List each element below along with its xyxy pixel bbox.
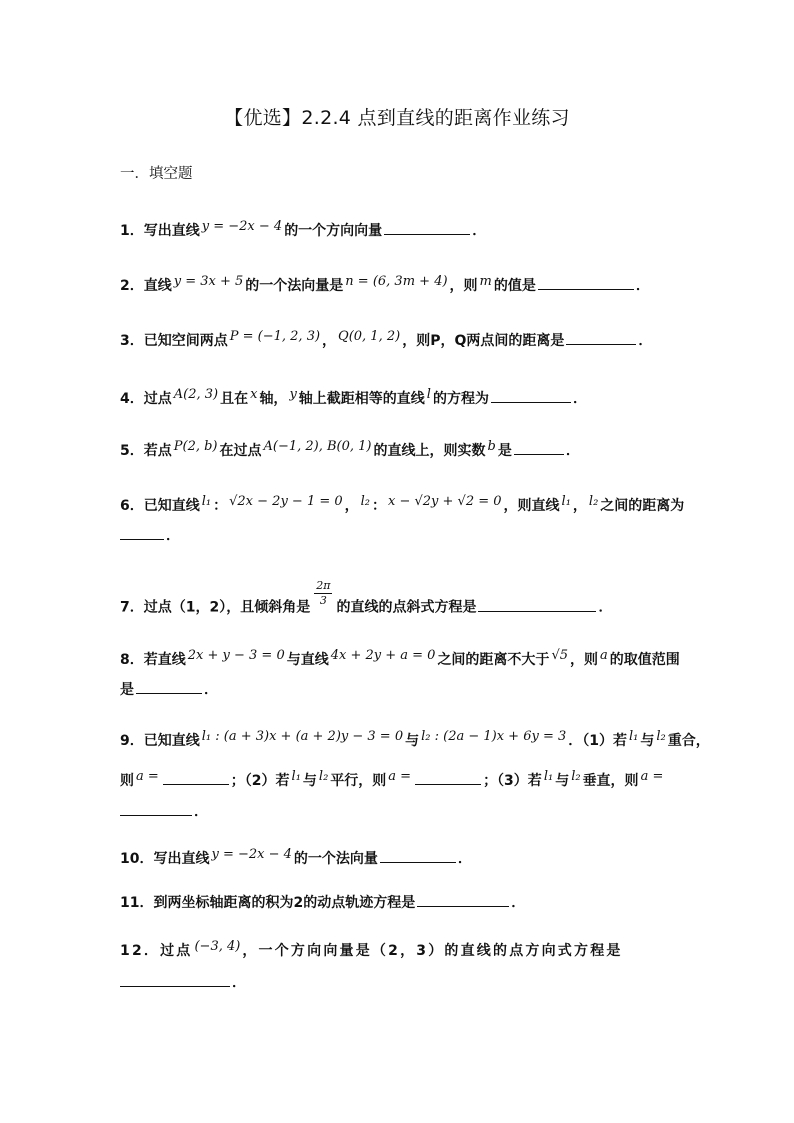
math-expression: P = (−1, 2, 3)	[229, 329, 321, 344]
question-5: 5．若点 P(2, b) 在过点 A(−1, 2), B(0, 1) 的直线上，则实数 b 是 ．	[120, 439, 580, 459]
math-expression: P(2, b)	[173, 439, 218, 454]
question-9: 9．已知直线 l₁ : (a + 3)x + (a + 2)y − 3 = 0 与 l₂ : (2a − 1)x + 6y = 3 ．（1）若 l₁ 与 l₂ 重合，	[120, 729, 710, 749]
question-4: 4．过点 A(2, 3) 且在 x 轴， y 轴上截距相等的直线 l 的方程为 ．	[120, 387, 587, 407]
math-expression: l₁	[629, 729, 639, 744]
math-expression: √2x − 2y − 1 = 0	[229, 494, 343, 509]
math-expression: y	[289, 387, 297, 402]
answer-blank[interactable]	[384, 220, 470, 235]
answer-blank[interactable]	[380, 848, 456, 863]
question-12-continued: ．	[120, 972, 682, 993]
answer-blank[interactable]	[163, 770, 229, 785]
math-expression: l₂	[588, 494, 599, 509]
question-2: 2．直线 y = 3x + 5 的一个法向量是 n = (6, 3m + 4) ，则 m 的值是 ．	[120, 274, 650, 294]
math-expression: a	[600, 648, 608, 663]
math-expression: l₁ : (a + 3)x + (a + 2)y − 3 = 0	[201, 729, 404, 744]
math-expression: Q(0, 1, 2)	[338, 329, 401, 344]
math-expression: 2x + y − 3 = 0	[187, 648, 285, 663]
math-expression: 4x + 2y + a = 0	[330, 648, 436, 663]
math-expression: l₂	[318, 769, 329, 784]
math-expression: l₂	[360, 494, 371, 509]
math-expression: l₁	[291, 769, 301, 784]
math-expression: x	[250, 387, 258, 402]
math-expression: √5	[551, 648, 568, 663]
answer-blank[interactable]	[566, 330, 636, 345]
question-12: 12．过点 (−3, 4) ，一个方向向量是（2，3）的直线的点方向式方程是	[120, 939, 623, 959]
question-9-line-2: 则 a = ；（2）若 l₁ 与 l₂ 平行，则 a = ；（3）若 l₁ 与 l₂ 垂直，则 a =	[120, 769, 664, 789]
math-expression: n = (6, 3m + 4)	[345, 274, 448, 289]
math-expression: A(2, 3)	[173, 387, 219, 402]
question-11: 11．到两坐标轴距离的积为2的动点轨迹方程是 ．	[120, 892, 682, 913]
math-expression: l₁	[561, 494, 571, 509]
math-expression: x − √2y + √2 = 0	[388, 494, 502, 509]
math-expression: a =	[388, 769, 412, 784]
math-expression: a =	[136, 769, 159, 784]
math-expression: (−3, 4)	[194, 939, 241, 954]
answer-blank[interactable]	[478, 597, 596, 612]
math-expression: A(−1, 2), B(0, 1)	[263, 439, 372, 454]
math-expression: m	[479, 274, 492, 289]
answer-blank[interactable]	[120, 972, 230, 987]
math-expression: b	[487, 439, 496, 454]
math-expression: l₂	[656, 729, 666, 744]
answer-blank[interactable]	[415, 770, 481, 785]
answer-blank[interactable]	[514, 440, 564, 455]
math-expression: a =	[640, 769, 664, 784]
question-10: 10．写出直线 y = −2x − 4 的一个法向量 ．	[120, 847, 472, 867]
math-expression: l₁	[543, 769, 554, 784]
page-title: 【优选】2.2.4 点到直线的距离作业练习	[224, 107, 570, 129]
question-9-line-3: ．	[120, 801, 682, 822]
math-expression: l₁	[201, 494, 212, 509]
answer-blank[interactable]	[120, 525, 164, 540]
math-expression: y = 3x + 5	[173, 274, 244, 289]
question-1: 1．写出直线 y = −2x − 4 的一个方向向量 ．	[120, 219, 487, 239]
fraction: $\frac{2\pi}{3}$	[316, 579, 331, 607]
question-3: 3．已知空间两点 P = (−1, 2, 3) ， Q(0, 1, 2) ，则P，Q两点间的距离是 ．	[120, 329, 653, 349]
question-6-continued: ．	[120, 525, 682, 546]
math-expression: l	[426, 387, 431, 402]
math-expression: y = −2x − 4	[211, 847, 292, 862]
question-8: 8．若直线 2x + y − 3 = 0 与直线 4x + 2y + a = 0 之间的距离不大于 √5 ，则 a 的取值范围	[120, 648, 680, 668]
answer-blank[interactable]	[136, 679, 202, 694]
math-expression: l₂	[571, 769, 581, 784]
answer-blank[interactable]	[120, 801, 192, 816]
question-8-continued: 是 ．	[120, 679, 682, 700]
math-expression: l₂ : (2a − 1)x + 6y = 3	[421, 729, 567, 744]
answer-blank[interactable]	[491, 388, 571, 403]
question-7: 7．过点（1，2），且倾斜角是 $\frac{2\pi}{3}$ 的直线的点斜式方程是 ．	[120, 579, 613, 616]
section-heading: 一．填空题	[120, 166, 193, 182]
answer-blank[interactable]	[538, 275, 634, 290]
question-6: 6．已知直线 l₁ ： √2x − 2y − 1 = 0 ， l₂ ： x − √2y + √2 = 0 ，则直线 l₁ ， l₂ 之间的距离为	[120, 494, 685, 514]
answer-blank[interactable]	[417, 892, 509, 907]
math-expression: y = −2x − 4	[201, 219, 283, 234]
